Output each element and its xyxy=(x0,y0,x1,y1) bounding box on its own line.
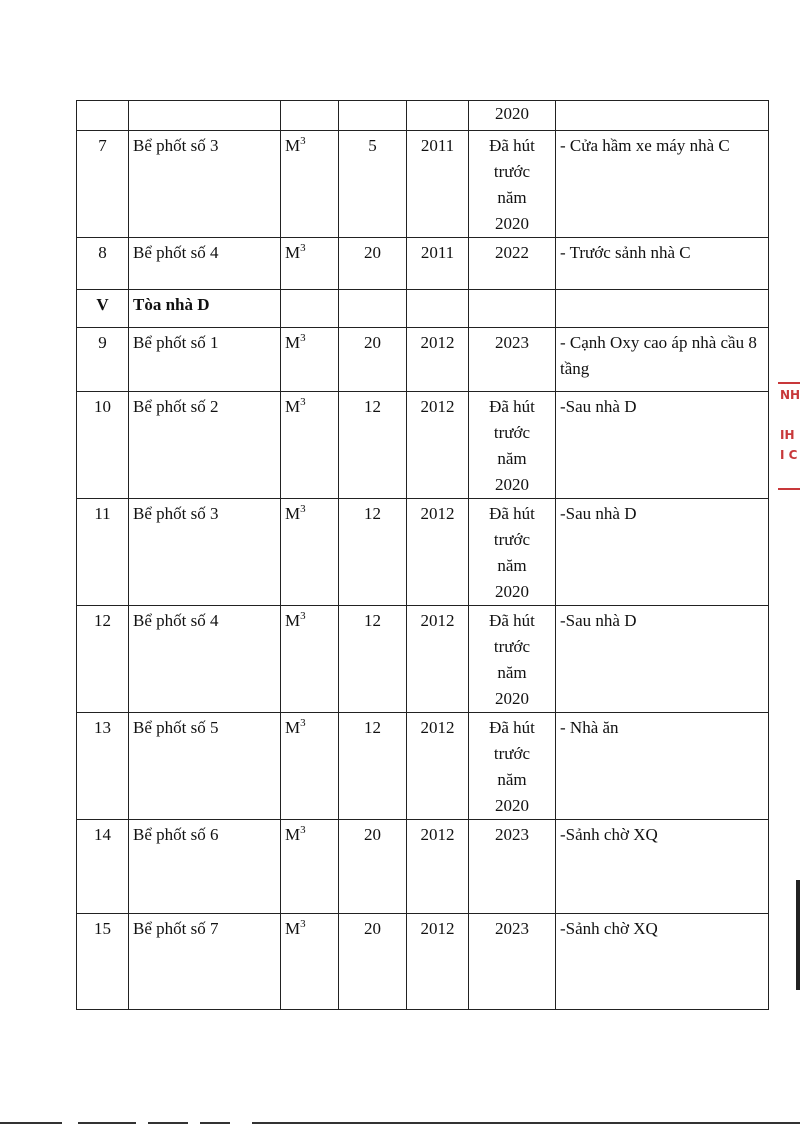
table-row xyxy=(77,914,769,1010)
cell-stt xyxy=(77,713,129,820)
cell-unit-text: M xyxy=(285,611,301,630)
cell-stt xyxy=(77,499,129,606)
cell-last-pumped-text: Đã hút trước năm 2020 xyxy=(489,611,535,708)
cell-unit-text: M xyxy=(285,718,301,737)
unit-superscript: 3 xyxy=(300,918,306,930)
cell-year xyxy=(407,238,469,290)
stamp-text-3: I C xyxy=(780,448,798,462)
cell-last-pumped-text: 2023 xyxy=(495,825,529,844)
cell-location-text: - Trước sảnh nhà C xyxy=(560,243,691,262)
cell-last-pumped xyxy=(469,290,556,328)
cell-unit xyxy=(281,606,339,713)
unit-superscript: 3 xyxy=(300,503,306,515)
cell-unit xyxy=(281,499,339,606)
cell-volume xyxy=(339,606,407,713)
cell-name-text: Bể phốt số 4 xyxy=(133,611,219,630)
cell-stt xyxy=(77,238,129,290)
cell-stt-text: 12 xyxy=(94,611,111,630)
cell-last-pumped-text: Đã hút trước năm 2020 xyxy=(489,136,535,233)
cell-location-text: -Sảnh chờ XQ xyxy=(560,919,658,938)
cell-stt xyxy=(77,290,129,328)
cell-last-pumped xyxy=(469,101,556,131)
table-row xyxy=(77,499,769,606)
cell-last-pumped-text: Đã hút trước năm 2020 xyxy=(489,718,535,815)
cell-unit xyxy=(281,238,339,290)
table-row xyxy=(77,238,769,290)
stamp-text-1: NH xyxy=(780,388,800,402)
cell-location-text: - Cửa hầm xe máy nhà C xyxy=(560,136,730,155)
cell-volume-text: 5 xyxy=(368,136,377,155)
cell-last-pumped xyxy=(469,914,556,1010)
cell-last-pumped xyxy=(469,392,556,499)
cell-last-pumped xyxy=(469,820,556,914)
cell-year xyxy=(407,820,469,914)
cell-stt xyxy=(77,131,129,238)
cell-location xyxy=(556,101,769,131)
table-row xyxy=(77,131,769,238)
cell-stt-text: 7 xyxy=(98,136,107,155)
stamp-line xyxy=(778,488,800,490)
stamp-text-2: IH xyxy=(780,428,795,442)
table-row xyxy=(77,328,769,392)
red-stamp xyxy=(778,378,800,508)
cell-stt-text: 14 xyxy=(94,825,111,844)
cell-year-text: 2012 xyxy=(420,825,455,844)
footer-rule xyxy=(0,1122,62,1124)
cell-name-text: Bể phốt số 3 xyxy=(133,136,219,155)
table-body xyxy=(77,101,769,1010)
cell-year-text: 2011 xyxy=(420,243,455,262)
cell-stt xyxy=(77,914,129,1010)
cell-stt xyxy=(77,820,129,914)
cell-stt-text: V xyxy=(96,295,109,314)
table-row xyxy=(77,290,769,328)
cell-name xyxy=(129,606,281,713)
cell-name xyxy=(129,131,281,238)
cell-year xyxy=(407,101,469,131)
cell-unit-text: M xyxy=(285,333,301,352)
cell-unit-text: M xyxy=(285,136,301,155)
cell-unit xyxy=(281,392,339,499)
cell-location xyxy=(556,713,769,820)
cell-volume xyxy=(339,914,407,1010)
cell-unit xyxy=(281,290,339,328)
cell-last-pumped-text: 2020 xyxy=(495,104,529,123)
cell-volume xyxy=(339,328,407,392)
unit-superscript: 3 xyxy=(300,717,306,729)
cell-year-text: 2012 xyxy=(420,611,455,630)
cell-location-text: -Sau nhà D xyxy=(560,611,637,630)
cell-name-text: Bể phốt số 7 xyxy=(133,919,219,938)
cell-stt xyxy=(77,101,129,131)
unit-superscript: 3 xyxy=(300,396,306,408)
cell-stt-text: 15 xyxy=(94,919,111,938)
cell-location xyxy=(556,392,769,499)
cell-stt-text: 13 xyxy=(94,718,111,737)
cell-name xyxy=(129,713,281,820)
cell-stt xyxy=(77,392,129,499)
cell-name xyxy=(129,499,281,606)
cell-last-pumped-text: Đã hút trước năm 2020 xyxy=(489,397,535,494)
cell-location xyxy=(556,328,769,392)
cell-year xyxy=(407,290,469,328)
cell-stt xyxy=(77,606,129,713)
cell-year-text: 2012 xyxy=(420,504,455,523)
cell-location-text: - Nhà ăn xyxy=(560,718,619,737)
cell-unit-text: M xyxy=(285,825,301,844)
cell-unit xyxy=(281,820,339,914)
unit-superscript: 3 xyxy=(300,135,306,147)
cell-unit-text: M xyxy=(285,397,301,416)
cell-volume xyxy=(339,713,407,820)
cell-volume-text: 20 xyxy=(364,243,381,262)
cell-volume-text: 20 xyxy=(364,825,381,844)
cell-location-text: -Sau nhà D xyxy=(560,504,637,523)
cell-location xyxy=(556,131,769,238)
cell-last-pumped xyxy=(469,328,556,392)
cell-last-pumped-text: 2023 xyxy=(495,919,529,938)
cell-name xyxy=(129,238,281,290)
cell-unit xyxy=(281,101,339,131)
septic-tank-table xyxy=(76,100,769,1010)
table-row xyxy=(77,392,769,499)
cell-name-text: Bể phốt số 3 xyxy=(133,504,219,523)
cell-volume xyxy=(339,392,407,499)
cell-volume-text: 12 xyxy=(364,611,381,630)
cell-location xyxy=(556,499,769,606)
unit-superscript: 3 xyxy=(300,824,306,836)
cell-location-text: -Sau nhà D xyxy=(560,397,637,416)
stamp-line xyxy=(778,382,800,384)
table-row xyxy=(77,713,769,820)
cell-year-text: 2011 xyxy=(420,136,455,155)
cell-unit-text: M xyxy=(285,504,301,523)
cell-name xyxy=(129,101,281,131)
cell-name-text: Bể phốt số 5 xyxy=(133,718,219,737)
cell-volume xyxy=(339,499,407,606)
cell-year xyxy=(407,328,469,392)
footer-rule xyxy=(78,1122,136,1124)
cell-volume xyxy=(339,131,407,238)
cell-last-pumped xyxy=(469,131,556,238)
cell-volume-text: 12 xyxy=(364,397,381,416)
cell-unit xyxy=(281,328,339,392)
cell-unit xyxy=(281,131,339,238)
cell-year xyxy=(407,914,469,1010)
cell-unit-text: M xyxy=(285,243,301,262)
cell-year xyxy=(407,392,469,499)
cell-volume xyxy=(339,238,407,290)
cell-name-text: Bể phốt số 4 xyxy=(133,243,219,262)
unit-superscript: 3 xyxy=(300,332,306,344)
cell-volume xyxy=(339,290,407,328)
cell-year xyxy=(407,499,469,606)
cell-volume-text: 12 xyxy=(364,504,381,523)
cell-year xyxy=(407,606,469,713)
cell-location xyxy=(556,606,769,713)
cell-last-pumped xyxy=(469,499,556,606)
cell-location xyxy=(556,238,769,290)
cell-name-text: Bể phốt số 6 xyxy=(133,825,219,844)
cell-volume-text: 20 xyxy=(364,333,381,352)
cell-last-pumped-text: 2022 xyxy=(495,243,529,262)
cell-name-text: Bể phốt số 1 xyxy=(133,333,219,352)
cell-name xyxy=(129,914,281,1010)
unit-superscript: 3 xyxy=(300,610,306,622)
cell-stt xyxy=(77,328,129,392)
cell-stt-text: 11 xyxy=(94,504,111,523)
table-row xyxy=(77,101,769,131)
cell-location-text: -Sảnh chờ XQ xyxy=(560,825,658,844)
page-edge-mark xyxy=(796,880,800,990)
cell-name-text: Bể phốt số 2 xyxy=(133,397,219,416)
footer-rule xyxy=(252,1122,800,1124)
cell-last-pumped-text: 2023 xyxy=(495,333,529,352)
cell-name xyxy=(129,820,281,914)
cell-year-text: 2012 xyxy=(420,919,455,938)
cell-location-text: - Cạnh Oxy cao áp nhà cầu 8 tầng xyxy=(560,333,757,378)
cell-stt-text: 9 xyxy=(98,333,107,352)
table-row xyxy=(77,820,769,914)
cell-location xyxy=(556,820,769,914)
cell-last-pumped xyxy=(469,713,556,820)
table-row xyxy=(77,606,769,713)
cell-stt-text: 10 xyxy=(94,397,111,416)
cell-volume-text: 20 xyxy=(364,919,381,938)
cell-location xyxy=(556,290,769,328)
cell-unit xyxy=(281,713,339,820)
cell-last-pumped xyxy=(469,606,556,713)
cell-year xyxy=(407,131,469,238)
cell-last-pumped xyxy=(469,238,556,290)
unit-superscript: 3 xyxy=(300,242,306,254)
cell-name xyxy=(129,290,281,328)
cell-volume xyxy=(339,101,407,131)
cell-name xyxy=(129,392,281,499)
cell-last-pumped-text: Đã hút trước năm 2020 xyxy=(489,504,535,601)
cell-unit xyxy=(281,914,339,1010)
cell-year-text: 2012 xyxy=(420,333,455,352)
cell-year xyxy=(407,713,469,820)
cell-name xyxy=(129,328,281,392)
cell-unit-text: M xyxy=(285,919,301,938)
cell-stt-text: 8 xyxy=(98,243,107,262)
cell-location xyxy=(556,914,769,1010)
cell-name-text: Tòa nhà D xyxy=(133,295,210,314)
cell-year-text: 2012 xyxy=(420,718,455,737)
cell-volume-text: 12 xyxy=(364,718,381,737)
cell-volume xyxy=(339,820,407,914)
cell-year-text: 2012 xyxy=(420,397,455,416)
footer-rule xyxy=(200,1122,230,1124)
footer-rule xyxy=(148,1122,188,1124)
